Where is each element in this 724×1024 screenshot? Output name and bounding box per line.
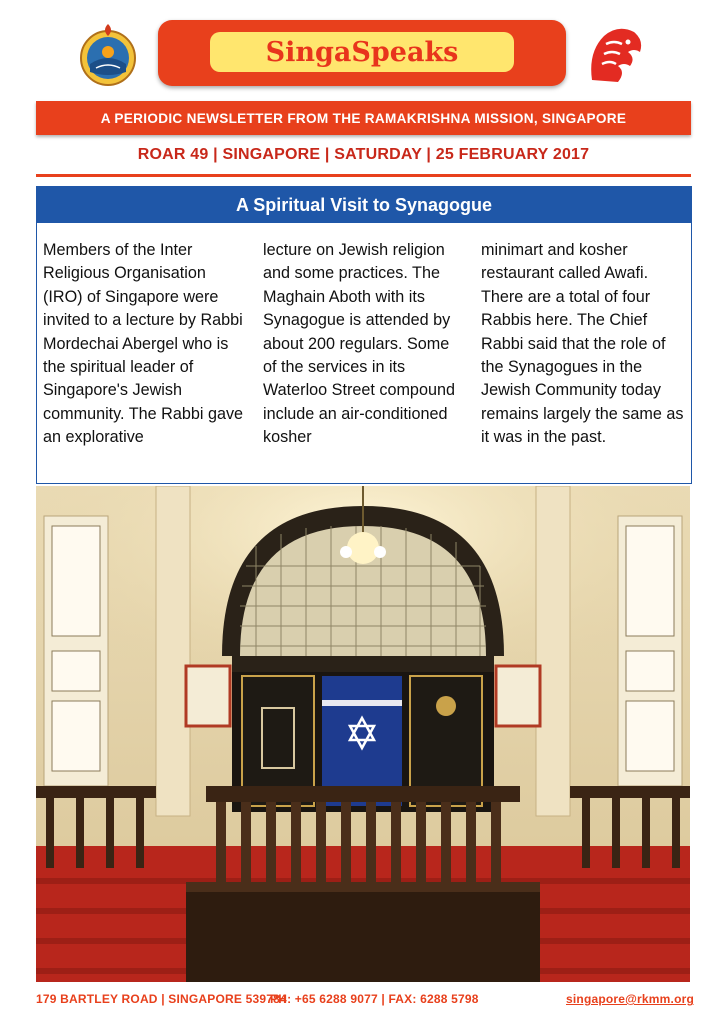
article-column-3: minimart and kosher restaurant called Awafi. There are a total of four Rabbis here. The Chief Rabbi said that the role of the Synagogues in the Jewish Community today remains largely the same as it was in the past. [481, 241, 684, 447]
footer-phone: PH: +65 6288 9077 | FAX: 6288 5798 [270, 992, 479, 1006]
issue-info: ROAR 49 | SINGAPORE | SATURDAY | 25 FEBRUARY 2017 [137, 146, 590, 163]
subtitle-banner [36, 101, 691, 135]
issue-line [36, 142, 691, 168]
article-column-1: Members of the Inter Religious Organisation (IRO) of Singapore were invited to a lecture by Rabbi Mordechai Abergel who is the spiritual leader of Singapore's Jewish community. The Rabbi gave an explorative [43, 241, 244, 447]
masthead-banner [158, 20, 566, 86]
divider [36, 174, 691, 177]
newsletter-subtitle: A PERIODIC NEWSLETTER FROM THE RAMAKRISHNA MISSION, SINGAPORE [100, 110, 627, 126]
newsletter-title: SingaSpeaks [265, 36, 459, 68]
article-heading: A Spiritual Visit to Synagogue [235, 194, 493, 215]
merlion-icon [584, 22, 646, 88]
footer-address: 179 BARTLEY ROAD | SINGAPORE 539784 [36, 992, 287, 1006]
synagogue-photo [36, 486, 690, 982]
masthead-pill [210, 32, 514, 72]
footer-email-link[interactable]: singapore@rkmm.org [566, 992, 694, 1006]
article-heading-bar [37, 187, 691, 223]
ramakrishna-emblem-icon [78, 22, 138, 88]
article-column-2: lecture on Jewish religion and some practices. The Maghain Aboth with its Synagogue is attended by about 200 regulars. Some of the services in its Waterloo Street compound include an air-conditioned kosher [263, 241, 455, 447]
article-box [36, 186, 692, 484]
